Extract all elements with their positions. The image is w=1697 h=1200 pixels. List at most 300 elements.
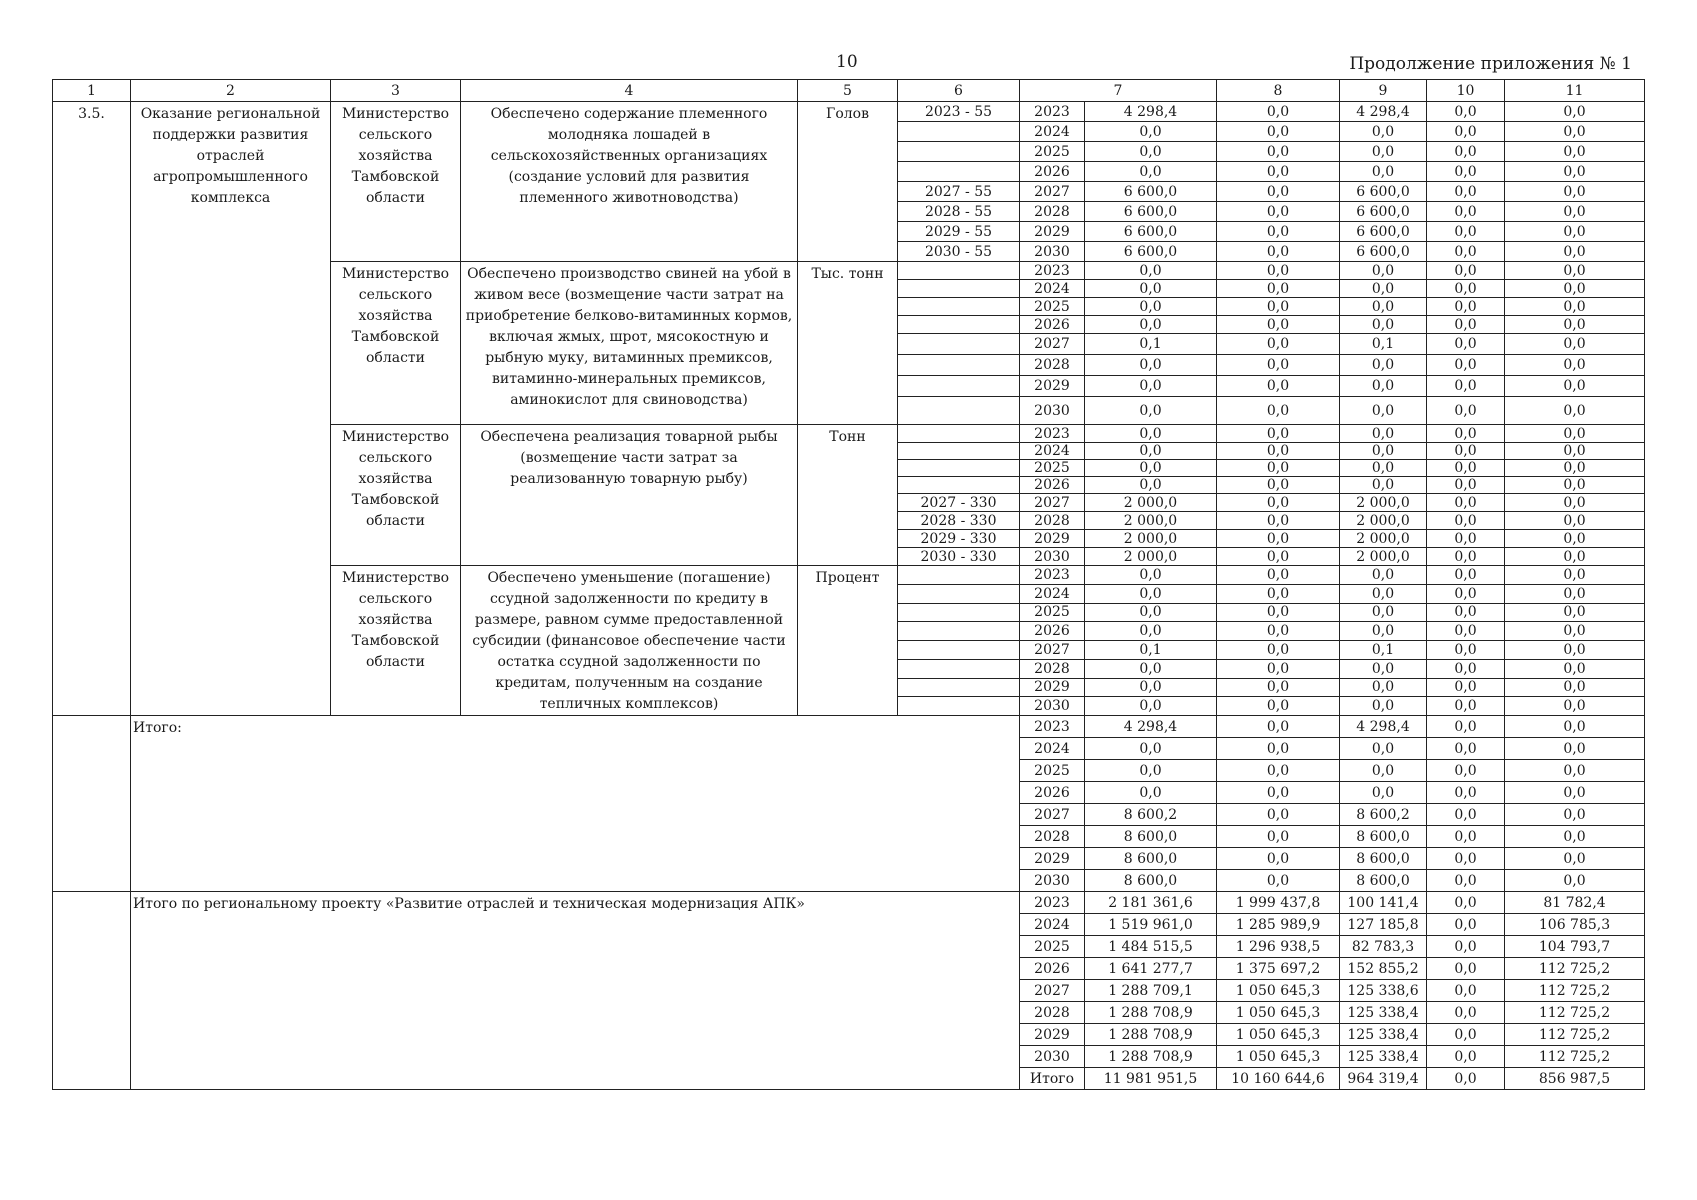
- value-c11: 0,0: [1505, 641, 1645, 660]
- value-c11: 112 725,2: [1505, 1002, 1645, 1024]
- value-c8: 1 285 989,9: [1217, 914, 1340, 936]
- value-c11: 856 987,5: [1505, 1068, 1645, 1090]
- value-c8: 10 160 644,6: [1217, 1068, 1340, 1090]
- value-c7: 0,0: [1085, 460, 1217, 477]
- value-c11: 0,0: [1505, 782, 1645, 804]
- value-c11: 0,0: [1505, 659, 1645, 678]
- value-c11: 0,0: [1505, 242, 1645, 262]
- value-c9: 0,0: [1340, 566, 1427, 585]
- value-c11: 0,0: [1505, 548, 1645, 566]
- target-value: [898, 334, 1020, 355]
- value-c7: 6 600,0: [1085, 182, 1217, 202]
- target-value: [898, 697, 1020, 716]
- value-c9: 0,0: [1340, 376, 1427, 397]
- value-c11: 112 725,2: [1505, 1024, 1645, 1046]
- column-header-11: 11: [1505, 80, 1645, 102]
- year-cell: 2026: [1020, 477, 1085, 494]
- target-value: [898, 659, 1020, 678]
- value-c11: 0,0: [1505, 738, 1645, 760]
- value-c8: 0,0: [1217, 826, 1340, 848]
- value-c9: 0,0: [1340, 298, 1427, 316]
- value-c11: 0,0: [1505, 584, 1645, 603]
- value-c7: 0,0: [1085, 659, 1217, 678]
- result-description: Обеспечено содержание племенного молодняка лошадей в сельскохозяйственных организациях (создание условий для развития племенного животноводства): [461, 102, 798, 262]
- target-value: 2029 - 55: [898, 222, 1020, 242]
- result-description: Обеспечено производство свиней на убой в живом весе (возмещение части затрат на приобретение белково-витаминных кормов, включая жмых, шрот, мясокостную и рыбную муку, витаминных премиксов, витаминно-минеральных премиксов, аминокислот для свиноводства): [461, 262, 798, 425]
- value-c8: 0,0: [1217, 397, 1340, 425]
- total-blank: [53, 716, 131, 892]
- value-c8: 0,0: [1217, 659, 1340, 678]
- target-value: [898, 477, 1020, 494]
- value-c9: 0,0: [1340, 603, 1427, 622]
- value-c10: 0,0: [1427, 355, 1505, 376]
- value-c7: 0,0: [1085, 443, 1217, 460]
- value-c11: 0,0: [1505, 355, 1645, 376]
- value-c10: 0,0: [1427, 102, 1505, 122]
- value-c11: 0,0: [1505, 162, 1645, 182]
- value-c9: 4 298,4: [1340, 716, 1427, 738]
- value-c8: 0,0: [1217, 804, 1340, 826]
- unit-cell: Процент: [798, 566, 898, 716]
- value-c10: 0,0: [1427, 460, 1505, 477]
- year-cell: 2029: [1020, 530, 1085, 548]
- value-c11: 106 785,3: [1505, 914, 1645, 936]
- value-c8: 1 296 938,5: [1217, 936, 1340, 958]
- column-header-8: 8: [1217, 80, 1340, 102]
- value-c9: 0,0: [1340, 477, 1427, 494]
- page-number: 10: [836, 52, 858, 72]
- value-c8: 0,0: [1217, 697, 1340, 716]
- value-c10: 0,0: [1427, 202, 1505, 222]
- value-c9: 0,0: [1340, 280, 1427, 298]
- value-c10: 0,0: [1427, 142, 1505, 162]
- target-value: [898, 678, 1020, 697]
- value-c9: 4 298,4: [1340, 102, 1427, 122]
- value-c7: 0,0: [1085, 425, 1217, 443]
- target-value: [898, 397, 1020, 425]
- value-c10: 0,0: [1427, 1002, 1505, 1024]
- value-c9: 2 000,0: [1340, 512, 1427, 530]
- value-c7: 2 000,0: [1085, 512, 1217, 530]
- value-c9: 0,0: [1340, 397, 1427, 425]
- value-c7: 0,0: [1085, 122, 1217, 142]
- project-total-blank: [53, 892, 131, 1090]
- year-cell: 2025: [1020, 936, 1085, 958]
- value-c8: 0,0: [1217, 376, 1340, 397]
- value-c11: 0,0: [1505, 298, 1645, 316]
- value-c9: 125 338,4: [1340, 1046, 1427, 1068]
- year-cell: 2027: [1020, 641, 1085, 660]
- unit-cell: Тыс. тонн: [798, 262, 898, 425]
- year-cell: 2024: [1020, 280, 1085, 298]
- data-row: [53, 102, 1645, 122]
- value-c7: 0,0: [1085, 477, 1217, 494]
- target-value: 2027 - 330: [898, 494, 1020, 512]
- value-c11: 0,0: [1505, 142, 1645, 162]
- value-c7: 4 298,4: [1085, 102, 1217, 122]
- value-c11: 0,0: [1505, 848, 1645, 870]
- target-value: [898, 443, 1020, 460]
- value-c9: 6 600,0: [1340, 202, 1427, 222]
- value-c10: 0,0: [1427, 122, 1505, 142]
- value-c10: 0,0: [1427, 914, 1505, 936]
- value-c10: 0,0: [1427, 892, 1505, 914]
- value-c7: 8 600,0: [1085, 848, 1217, 870]
- value-c11: 0,0: [1505, 678, 1645, 697]
- value-c9: 152 855,2: [1340, 958, 1427, 980]
- value-c10: 0,0: [1427, 162, 1505, 182]
- year-cell: 2028: [1020, 202, 1085, 222]
- value-c11: 0,0: [1505, 716, 1645, 738]
- year-cell: 2024: [1020, 914, 1085, 936]
- value-c10: 0,0: [1427, 678, 1505, 697]
- value-c10: 0,0: [1427, 548, 1505, 566]
- value-c8: 0,0: [1217, 122, 1340, 142]
- value-c10: 0,0: [1427, 316, 1505, 334]
- year-cell: 2026: [1020, 622, 1085, 641]
- target-value: 2023 - 55: [898, 102, 1020, 122]
- value-c9: 2 000,0: [1340, 530, 1427, 548]
- year-cell: 2027: [1020, 182, 1085, 202]
- value-c7: 6 600,0: [1085, 242, 1217, 262]
- value-c9: 0,0: [1340, 584, 1427, 603]
- value-c7: 0,0: [1085, 678, 1217, 697]
- year-cell: 2026: [1020, 316, 1085, 334]
- value-c9: 0,0: [1340, 782, 1427, 804]
- value-c11: 0,0: [1505, 182, 1645, 202]
- year-cell: 2024: [1020, 584, 1085, 603]
- value-c9: 0,0: [1340, 443, 1427, 460]
- value-c11: 0,0: [1505, 460, 1645, 477]
- value-c7: 2 000,0: [1085, 530, 1217, 548]
- value-c8: 0,0: [1217, 678, 1340, 697]
- value-c9: 6 600,0: [1340, 222, 1427, 242]
- column-header-3: 3: [331, 80, 461, 102]
- value-c8: 0,0: [1217, 738, 1340, 760]
- year-cell: 2027: [1020, 804, 1085, 826]
- value-c9: 125 338,4: [1340, 1002, 1427, 1024]
- target-value: [898, 262, 1020, 280]
- target-value: [898, 622, 1020, 641]
- value-c8: 1 999 437,8: [1217, 892, 1340, 914]
- value-c7: 0,0: [1085, 298, 1217, 316]
- total-row: [53, 716, 1645, 738]
- target-value: 2030 - 55: [898, 242, 1020, 262]
- item-number: 3.5.: [53, 102, 131, 716]
- value-c11: 0,0: [1505, 477, 1645, 494]
- value-c7: 0,0: [1085, 280, 1217, 298]
- value-c10: 0,0: [1427, 242, 1505, 262]
- year-cell: 2023: [1020, 262, 1085, 280]
- value-c10: 0,0: [1427, 659, 1505, 678]
- ministry-cell: Министерство сельского хозяйства Тамбовской области: [331, 425, 461, 566]
- value-c8: 0,0: [1217, 584, 1340, 603]
- year-cell: 2023: [1020, 566, 1085, 585]
- target-value: 2027 - 55: [898, 182, 1020, 202]
- value-c10: 0,0: [1427, 494, 1505, 512]
- value-c11: 0,0: [1505, 443, 1645, 460]
- value-c10: 0,0: [1427, 530, 1505, 548]
- target-value: [898, 584, 1020, 603]
- year-cell: 2026: [1020, 162, 1085, 182]
- value-c7: 2 181 361,6: [1085, 892, 1217, 914]
- value-c10: 0,0: [1427, 870, 1505, 892]
- year-cell: 2025: [1020, 760, 1085, 782]
- column-header-4: 4: [461, 80, 798, 102]
- target-value: 2030 - 330: [898, 548, 1020, 566]
- value-c11: 104 793,7: [1505, 936, 1645, 958]
- value-c7: 0,1: [1085, 641, 1217, 660]
- value-c9: 0,0: [1340, 659, 1427, 678]
- target-value: 2028 - 55: [898, 202, 1020, 222]
- value-c7: 2 000,0: [1085, 548, 1217, 566]
- value-c11: 0,0: [1505, 397, 1645, 425]
- value-c9: 0,0: [1340, 355, 1427, 376]
- target-value: [898, 603, 1020, 622]
- value-c11: 0,0: [1505, 202, 1645, 222]
- value-c8: 0,0: [1217, 142, 1340, 162]
- unit-cell: Тонн: [798, 425, 898, 566]
- target-value: [898, 641, 1020, 660]
- year-cell: 2030: [1020, 870, 1085, 892]
- value-c7: 0,0: [1085, 584, 1217, 603]
- value-c10: 0,0: [1427, 298, 1505, 316]
- value-c7: 0,0: [1085, 316, 1217, 334]
- value-c8: 0,0: [1217, 530, 1340, 548]
- value-c8: 0,0: [1217, 334, 1340, 355]
- value-c7: 1 288 708,9: [1085, 1046, 1217, 1068]
- value-c10: 0,0: [1427, 262, 1505, 280]
- value-c7: 8 600,2: [1085, 804, 1217, 826]
- year-cell: 2029: [1020, 376, 1085, 397]
- budget-table: [52, 79, 1645, 1090]
- value-c7: 8 600,0: [1085, 870, 1217, 892]
- value-c8: 0,0: [1217, 425, 1340, 443]
- target-value: [898, 355, 1020, 376]
- value-c10: 0,0: [1427, 512, 1505, 530]
- year-cell: 2023: [1020, 716, 1085, 738]
- value-c9: 125 338,4: [1340, 1024, 1427, 1046]
- year-cell: 2028: [1020, 512, 1085, 530]
- value-c11: 0,0: [1505, 566, 1645, 585]
- value-c10: 0,0: [1427, 334, 1505, 355]
- value-c11: 0,0: [1505, 494, 1645, 512]
- value-c8: 0,0: [1217, 512, 1340, 530]
- value-c8: 0,0: [1217, 641, 1340, 660]
- year-cell: 2029: [1020, 678, 1085, 697]
- year-cell: 2029: [1020, 848, 1085, 870]
- item-name: Оказание региональной поддержки развития отраслей агропромышленного комплекса: [131, 102, 331, 716]
- value-c9: 82 783,3: [1340, 936, 1427, 958]
- value-c8: 0,0: [1217, 443, 1340, 460]
- value-c11: 0,0: [1505, 262, 1645, 280]
- value-c7: 0,0: [1085, 697, 1217, 716]
- value-c10: 0,0: [1427, 760, 1505, 782]
- year-cell: 2023: [1020, 892, 1085, 914]
- year-cell: 2030: [1020, 1046, 1085, 1068]
- value-c7: 1 484 515,5: [1085, 936, 1217, 958]
- value-c11: 0,0: [1505, 697, 1645, 716]
- value-c11: 0,0: [1505, 530, 1645, 548]
- value-c10: 0,0: [1427, 1068, 1505, 1090]
- value-c7: 4 298,4: [1085, 716, 1217, 738]
- target-value: [898, 142, 1020, 162]
- value-c8: 0,0: [1217, 316, 1340, 334]
- value-c11: 0,0: [1505, 870, 1645, 892]
- value-c11: 0,0: [1505, 376, 1645, 397]
- value-c8: 0,0: [1217, 162, 1340, 182]
- value-c9: 0,1: [1340, 641, 1427, 660]
- value-c8: 0,0: [1217, 848, 1340, 870]
- value-c9: 0,0: [1340, 678, 1427, 697]
- year-cell: 2026: [1020, 782, 1085, 804]
- column-header-7: 7: [1020, 80, 1217, 102]
- value-c10: 0,0: [1427, 958, 1505, 980]
- value-c9: 0,0: [1340, 262, 1427, 280]
- value-c8: 0,0: [1217, 262, 1340, 280]
- value-c10: 0,0: [1427, 222, 1505, 242]
- value-c10: 0,0: [1427, 641, 1505, 660]
- value-c7: 6 600,0: [1085, 202, 1217, 222]
- value-c11: 112 725,2: [1505, 980, 1645, 1002]
- value-c8: 0,0: [1217, 202, 1340, 222]
- value-c10: 0,0: [1427, 826, 1505, 848]
- target-value: [898, 425, 1020, 443]
- target-value: [898, 316, 1020, 334]
- value-c7: 0,0: [1085, 738, 1217, 760]
- value-c9: 8 600,0: [1340, 848, 1427, 870]
- value-c9: 2 000,0: [1340, 548, 1427, 566]
- value-c10: 0,0: [1427, 477, 1505, 494]
- value-c9: 0,0: [1340, 122, 1427, 142]
- value-c8: 0,0: [1217, 870, 1340, 892]
- value-c7: 1 288 708,9: [1085, 1002, 1217, 1024]
- year-cell: 2030: [1020, 548, 1085, 566]
- value-c10: 0,0: [1427, 584, 1505, 603]
- value-c11: 0,0: [1505, 760, 1645, 782]
- target-value: 2029 - 330: [898, 530, 1020, 548]
- column-header-1: 1: [53, 80, 131, 102]
- value-c8: 0,0: [1217, 298, 1340, 316]
- year-cell: 2030: [1020, 242, 1085, 262]
- value-c8: 0,0: [1217, 102, 1340, 122]
- value-c7: 0,0: [1085, 566, 1217, 585]
- value-c9: 6 600,0: [1340, 182, 1427, 202]
- value-c10: 0,0: [1427, 622, 1505, 641]
- value-c10: 0,0: [1427, 804, 1505, 826]
- value-c8: 1 375 697,2: [1217, 958, 1340, 980]
- value-c10: 0,0: [1427, 603, 1505, 622]
- value-c11: 0,0: [1505, 425, 1645, 443]
- project-total-label: Итого по региональному проекту «Развитие отраслей и техническая модернизация АПК»: [131, 892, 1020, 1090]
- value-c8: 0,0: [1217, 460, 1340, 477]
- column-header-5: 5: [798, 80, 898, 102]
- value-c11: 0,0: [1505, 622, 1645, 641]
- value-c8: 1 050 645,3: [1217, 1046, 1340, 1068]
- result-description: Обеспечено уменьшение (погашение) ссудной задолженности по кредиту в размере, равном сумме предоставленной субсидии (финансовое обеспечение части остатка ссудной задолженности по кредитам, полученным на создание тепличных комплексов): [461, 566, 798, 716]
- value-c11: 0,0: [1505, 512, 1645, 530]
- value-c8: 0,0: [1217, 222, 1340, 242]
- year-cell: 2025: [1020, 142, 1085, 162]
- value-c8: 0,0: [1217, 782, 1340, 804]
- year-cell: 2027: [1020, 494, 1085, 512]
- value-c8: 0,0: [1217, 603, 1340, 622]
- value-c7: 0,0: [1085, 142, 1217, 162]
- value-c10: 0,0: [1427, 1046, 1505, 1068]
- value-c7: 0,1: [1085, 334, 1217, 355]
- year-cell: 2028: [1020, 826, 1085, 848]
- value-c9: 0,0: [1340, 142, 1427, 162]
- value-c9: 100 141,4: [1340, 892, 1427, 914]
- ministry-cell: Министерство сельского хозяйства Тамбовской области: [331, 102, 461, 262]
- value-c10: 0,0: [1427, 738, 1505, 760]
- value-c8: 1 050 645,3: [1217, 1024, 1340, 1046]
- year-cell: 2029: [1020, 222, 1085, 242]
- value-c7: 1 641 277,7: [1085, 958, 1217, 980]
- year-cell: 2027: [1020, 334, 1085, 355]
- year-cell: 2030: [1020, 397, 1085, 425]
- year-cell: 2024: [1020, 122, 1085, 142]
- ministry-cell: Министерство сельского хозяйства Тамбовской области: [331, 566, 461, 716]
- value-c7: 0,0: [1085, 162, 1217, 182]
- column-header-2: 2: [131, 80, 331, 102]
- year-cell: 2025: [1020, 460, 1085, 477]
- value-c10: 0,0: [1427, 1024, 1505, 1046]
- target-value: [898, 566, 1020, 585]
- value-c7: 8 600,0: [1085, 826, 1217, 848]
- value-c9: 0,0: [1340, 697, 1427, 716]
- value-c11: 0,0: [1505, 334, 1645, 355]
- value-c9: 8 600,0: [1340, 870, 1427, 892]
- value-c10: 0,0: [1427, 443, 1505, 460]
- value-c7: 1 288 709,1: [1085, 980, 1217, 1002]
- target-value: 2028 - 330: [898, 512, 1020, 530]
- year-cell: 2028: [1020, 659, 1085, 678]
- value-c10: 0,0: [1427, 980, 1505, 1002]
- value-c11: 0,0: [1505, 222, 1645, 242]
- unit-cell: Голов: [798, 102, 898, 262]
- value-c9: 8 600,2: [1340, 804, 1427, 826]
- target-value: [898, 162, 1020, 182]
- target-value: [898, 122, 1020, 142]
- ministry-cell: Министерство сельского хозяйства Тамбовской области: [331, 262, 461, 425]
- year-cell: 2027: [1020, 980, 1085, 1002]
- value-c7: 1 519 961,0: [1085, 914, 1217, 936]
- value-c10: 0,0: [1427, 566, 1505, 585]
- value-c11: 0,0: [1505, 826, 1645, 848]
- value-c10: 0,0: [1427, 376, 1505, 397]
- value-c10: 0,0: [1427, 936, 1505, 958]
- value-c11: 0,0: [1505, 122, 1645, 142]
- year-cell: 2026: [1020, 958, 1085, 980]
- column-header-9: 9: [1340, 80, 1427, 102]
- value-c8: 0,0: [1217, 548, 1340, 566]
- target-value: [898, 376, 1020, 397]
- value-c9: 964 319,4: [1340, 1068, 1427, 1090]
- value-c7: 0,0: [1085, 603, 1217, 622]
- value-c11: 112 725,2: [1505, 958, 1645, 980]
- value-c9: 2 000,0: [1340, 494, 1427, 512]
- value-c7: 0,0: [1085, 262, 1217, 280]
- total-label: Итого:: [131, 716, 1020, 892]
- year-cell: 2024: [1020, 738, 1085, 760]
- value-c11: 0,0: [1505, 603, 1645, 622]
- value-c7: 0,0: [1085, 397, 1217, 425]
- value-c9: 0,0: [1340, 460, 1427, 477]
- value-c7: 11 981 951,5: [1085, 1068, 1217, 1090]
- value-c10: 0,0: [1427, 182, 1505, 202]
- year-cell: 2029: [1020, 1024, 1085, 1046]
